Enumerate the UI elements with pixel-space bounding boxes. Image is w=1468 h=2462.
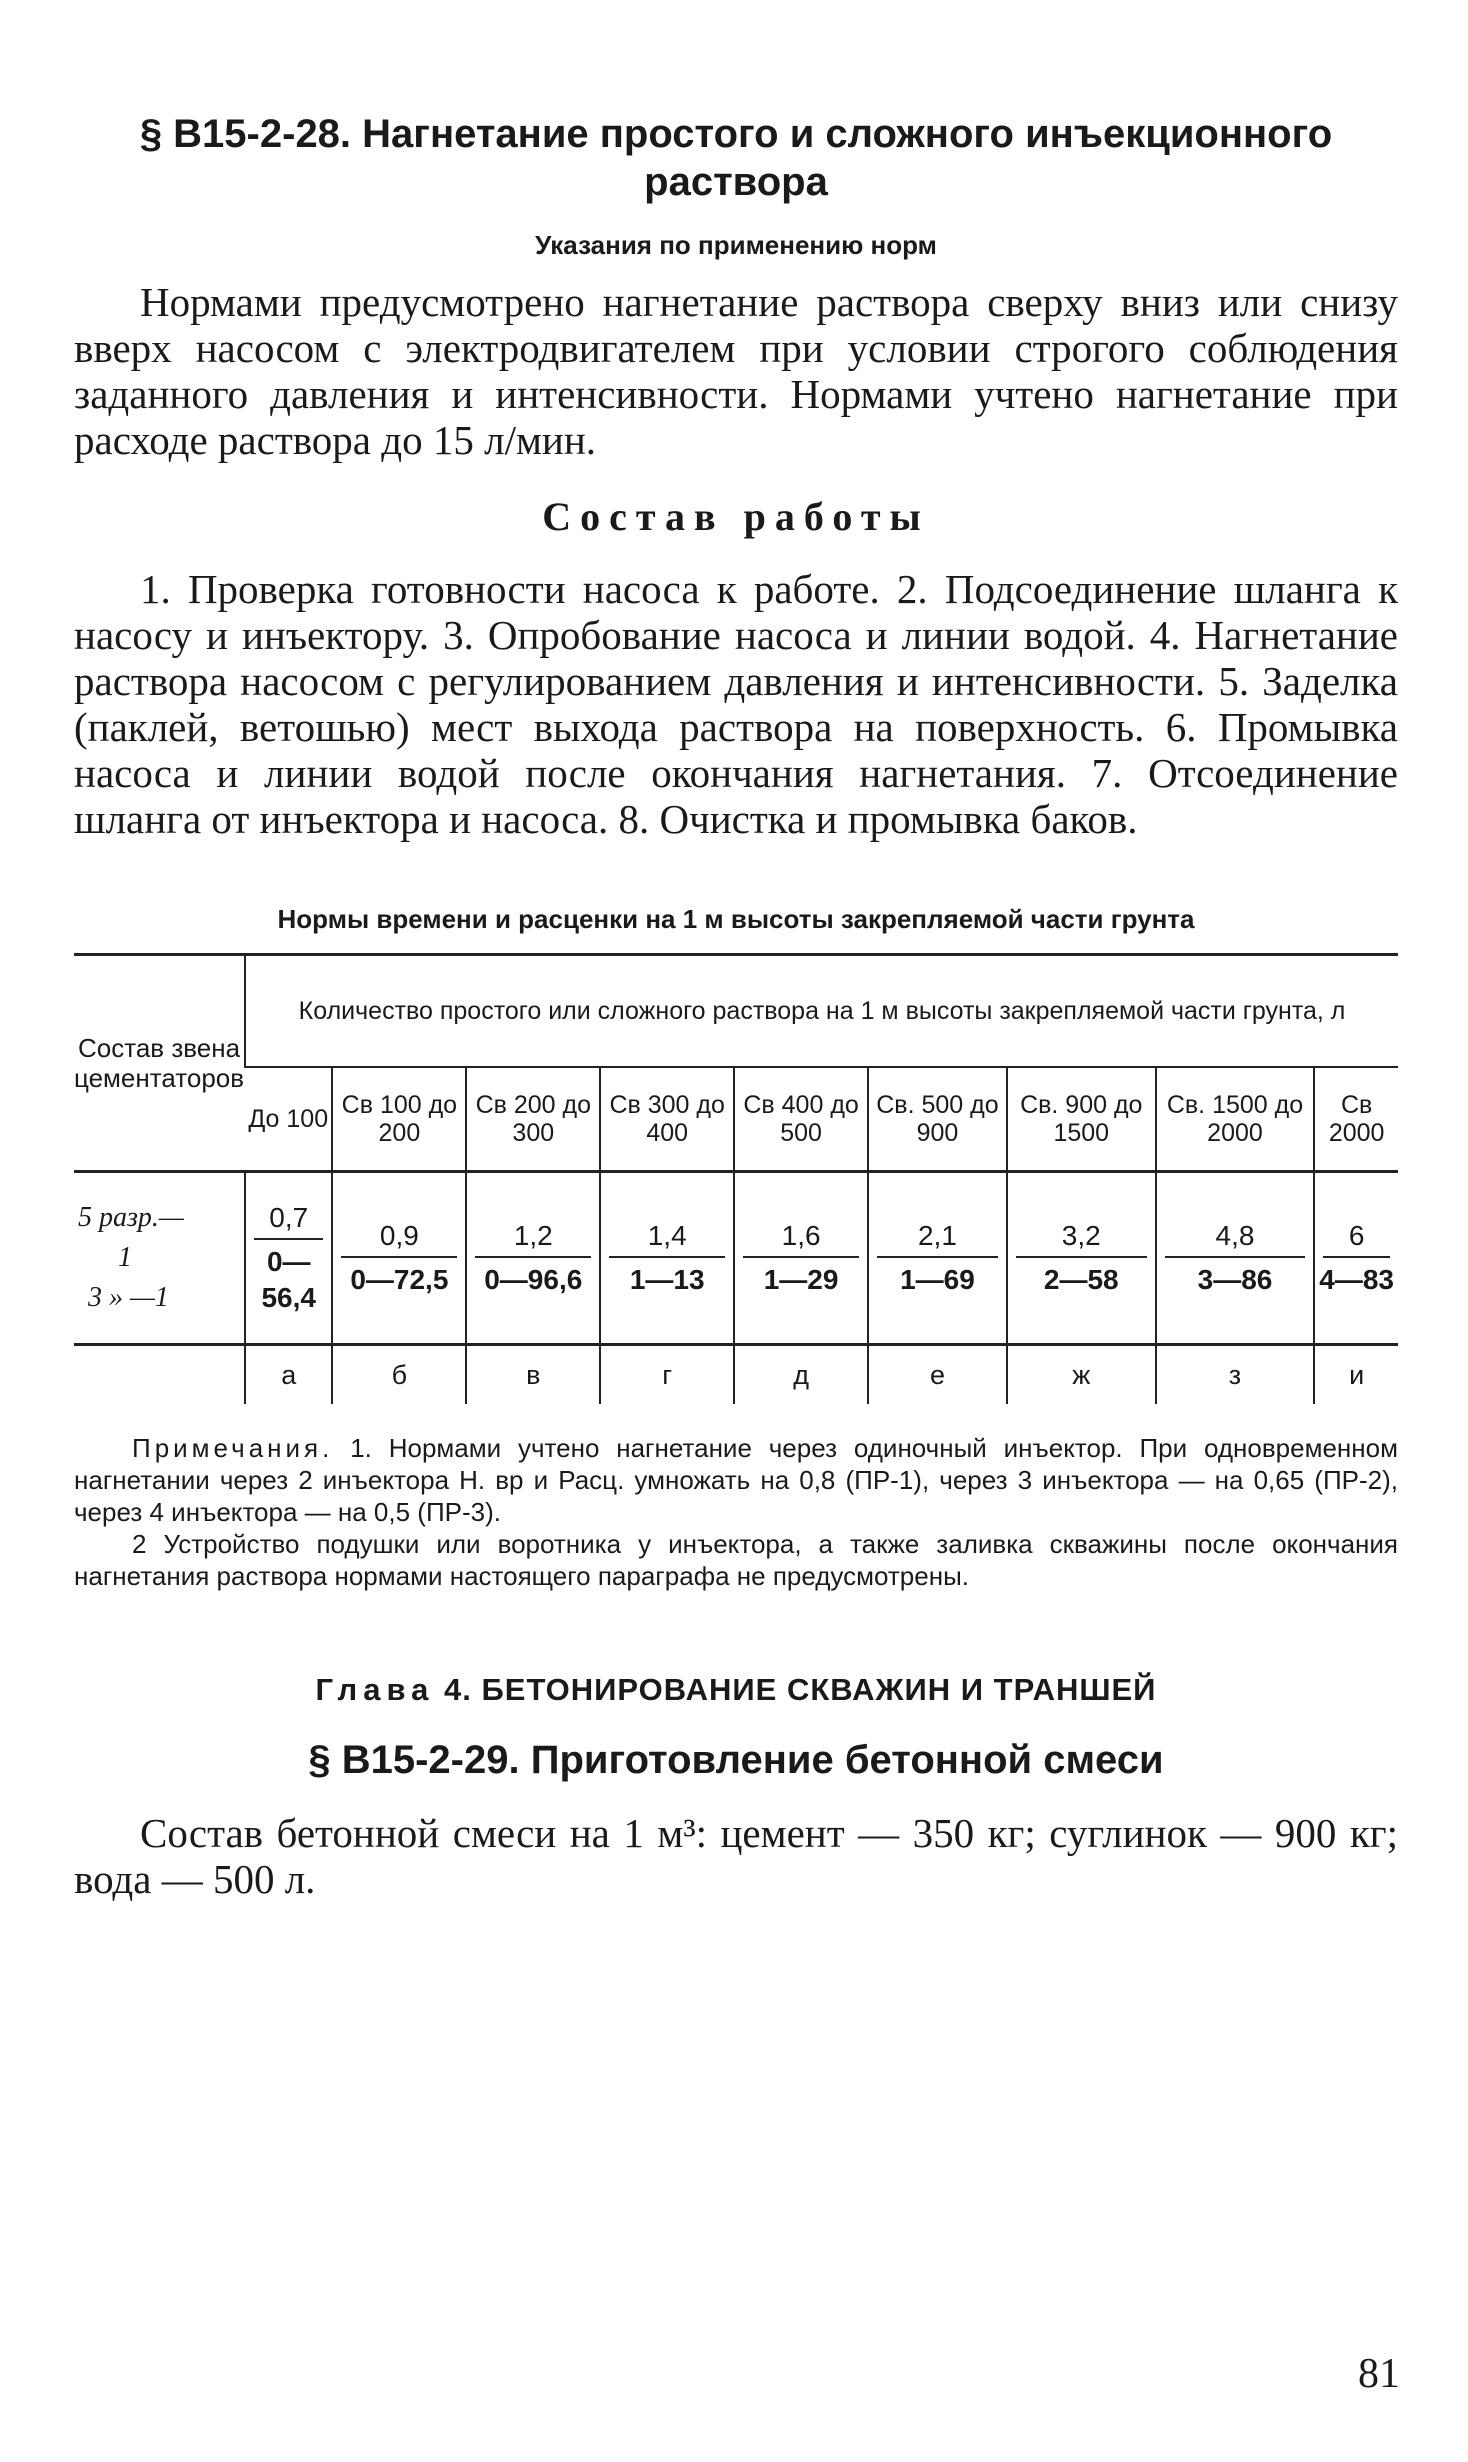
time-norm: 3,2 [1016, 1218, 1147, 1258]
time-norm: 4,8 [1165, 1218, 1306, 1258]
group-header [245, 955, 1398, 1068]
group-header-text: Количество простого или сложного раствора на 1 м высоты закрепляемой части грунта, л [298, 997, 1346, 1025]
column-header: До 100 [245, 1067, 332, 1172]
crew-line1: 5 разр.— [78, 1202, 184, 1233]
work-text: 1. Проверка готовности насоса к работе. 2. Подсоединение шланга к насосу и инъектору. 3. Опробование насоса и линии водой. 4. Нагнетание раствора насосом с регулированием давления и интенсивности. 5. Заделка (паклей, ветошью) мест выхода раствора на поверхность. 6. Промывка насоса и линии водой после окончания нагнетания. 7. Отсоединение шланга от инъектора и насоса. 8. Очистка и промывка баков. [74, 566, 1398, 842]
rate-value: 3—86 [1197, 1264, 1273, 1295]
norm-rate-cell [466, 1172, 600, 1345]
column-header: Св 2000 [1314, 1067, 1398, 1172]
column-letter: и [1314, 1345, 1398, 1405]
norm-rate-cell [245, 1172, 332, 1345]
column-letter: б [332, 1345, 466, 1405]
note-2: 2 Устройство подушки или воротника у инъектора, а также заливка скважины после окончания нагнетания раствора нормами настоящего параграфа не предусмотрены. [74, 1529, 1398, 1591]
notes-label: Примечания. [132, 1433, 334, 1463]
crew-line2: 1 [118, 1242, 132, 1273]
column-letter: а [245, 1345, 332, 1405]
chapter-heading [74, 1672, 1398, 1708]
table-caption: Нормы времени и расценки на 1 м высоты закрепляемой части грунта [277, 904, 1195, 934]
note-1-text: 1. Нормами учтено нагнетание через одиночный инъектор. При одновременном нагнетании через 2 инъектора Н. вр и Расц. умножать на 0,8 (ПР-1), через 3 инъектора — на 0,65 (ПР-2), через 4 инъектора — на 0,5 (ПР-3). [74, 1433, 1398, 1527]
column-header: Св 200 до 300 [466, 1067, 600, 1172]
norm-rate-cell [600, 1172, 734, 1345]
rate-value: 0—72,5 [350, 1264, 449, 1295]
rate-value: 1—13 [629, 1264, 705, 1295]
rate-value: 1—69 [900, 1264, 975, 1295]
rate-value: 2—58 [1043, 1264, 1119, 1295]
column-letter: д [734, 1345, 868, 1405]
time-norm: 0,9 [341, 1218, 457, 1258]
chapter-prefix: Глава [315, 1672, 435, 1707]
column-letter: е [868, 1345, 1007, 1405]
column-letter: г [600, 1345, 734, 1405]
note-1 [74, 1432, 1398, 1528]
norm-rate-cell [1314, 1172, 1398, 1345]
time-norm: 1,6 [743, 1218, 859, 1258]
norms-table [74, 953, 1398, 1404]
column-header: Св 100 до 200 [332, 1067, 466, 1172]
chapter-title: 4. БЕТОНИРОВАНИЕ СКВАЖИН И ТРАНШЕЙ [444, 1672, 1157, 1707]
column-header: Св. 1500 до 2000 [1156, 1067, 1315, 1172]
norm-rate-cell [868, 1172, 1007, 1345]
crew-line3: 3 » —1 [88, 1282, 169, 1313]
section-title-line2: раствора [644, 160, 828, 204]
usage-subheading: Указания по применению норм [535, 230, 937, 260]
time-norm: 6 [1323, 1218, 1390, 1258]
column-header: Св. 900 до 1500 [1007, 1067, 1156, 1172]
rate-value: 0—96,6 [484, 1264, 583, 1295]
rate-value: 4—83 [1319, 1264, 1394, 1295]
rate-value: 0—56,4 [261, 1246, 316, 1313]
page-number: 81 [1358, 2351, 1400, 2397]
time-norm: 0,7 [254, 1200, 323, 1240]
norm-rate-cell [332, 1172, 466, 1345]
crew-composition-cell [74, 1172, 245, 1345]
column-header: Св. 500 до 900 [868, 1067, 1007, 1172]
crew-header-text: Состав звена цементаторов [74, 1033, 245, 1093]
time-norm: 1,4 [609, 1218, 725, 1258]
usage-paragraph: Нормами предусмотрено нагнетание раствора сверху вниз или снизу вверх насосом с электродвигателем при условии строгого соблюдения заданного давления и интенсивности. Нормами учтено нагнетание при расходе раствора до 15 л/мин. [74, 279, 1398, 463]
section-title-line1: § В15-2-28. Нагнетание простого и сложного инъекционного [139, 112, 1333, 156]
section-title [74, 110, 1398, 206]
column-letter: з [1156, 1345, 1315, 1405]
crew-header [74, 955, 245, 1172]
section2-title: § В15-2-29. Приготовление бетонной смеси [308, 1738, 1164, 1782]
norm-rate-cell [734, 1172, 868, 1345]
column-letter: в [466, 1345, 600, 1405]
time-norm: 1,2 [475, 1218, 591, 1258]
time-norm: 2,1 [877, 1218, 998, 1258]
rate-value: 1—29 [763, 1264, 839, 1295]
norm-rate-cell [1156, 1172, 1315, 1345]
column-header: Св 400 до 500 [734, 1067, 868, 1172]
letters-blank-cell [74, 1345, 245, 1405]
work-heading: Состав работы [542, 494, 930, 539]
section2-text: Состав бетонной смеси на 1 м³: цемент — 350 кг; суглинок — 900 кг; вода — 500 л. [74, 1810, 1398, 1902]
norm-rate-cell [1007, 1172, 1156, 1345]
column-header: Св 300 до 400 [600, 1067, 734, 1172]
column-letter: ж [1007, 1345, 1156, 1405]
notes [74, 1432, 1398, 1592]
